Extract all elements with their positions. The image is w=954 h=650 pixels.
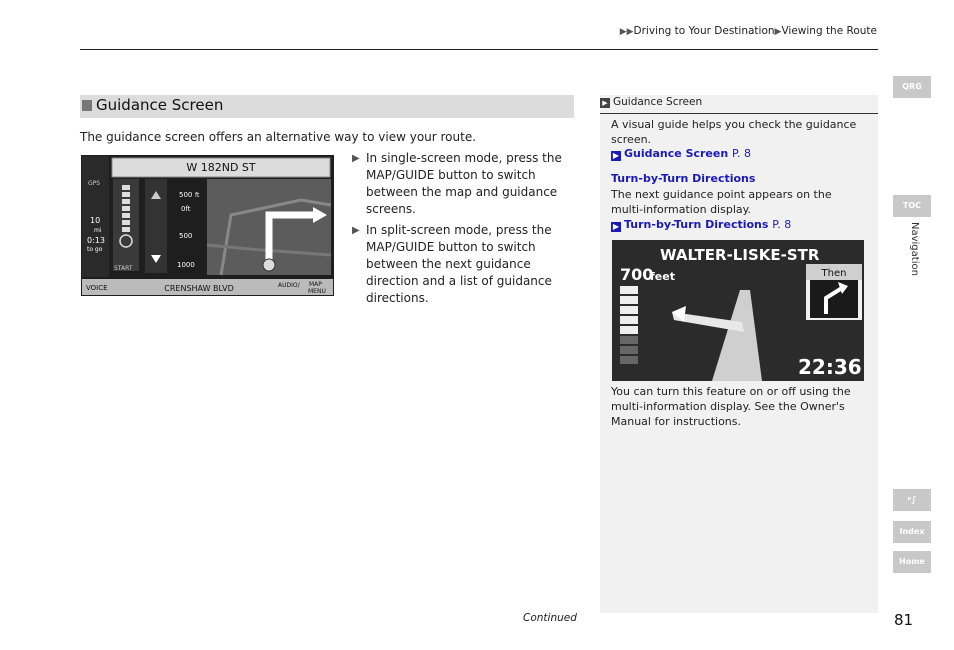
sidebar-paragraph-1: A visual guide helps you check the guidance screen.: [611, 118, 857, 146]
map-menu-button-line1: MAP: [309, 281, 322, 288]
current-street-label: CRENSHAW BLVD: [164, 284, 234, 293]
turn-by-turn-image: [612, 240, 864, 381]
audio-button: AUDIO/: [278, 282, 300, 289]
tab-toc[interactable]: TOC: [893, 195, 931, 217]
guidance-screen-link[interactable]: [611, 147, 751, 161]
bullet-arrow-icon: ▶: [352, 225, 360, 236]
tab-qrg[interactable]: QRG: [893, 76, 931, 98]
link-label: Turn-by-Turn Directions: [624, 218, 769, 231]
clock: 22:36: [798, 355, 862, 379]
link-page-ref: P. 8: [732, 147, 751, 160]
sidebar-heading-text: Guidance Screen: [613, 96, 703, 108]
bullet-single-screen: [352, 150, 567, 218]
time-remaining: 0:13: [87, 236, 105, 245]
scale-ft: ft: [195, 192, 200, 199]
tab-home[interactable]: Home: [893, 551, 931, 573]
gps-label: GPS: [88, 180, 101, 187]
section-marker-icon: [82, 100, 92, 111]
breadcrumb-arrow-icon: ▶: [774, 27, 782, 37]
scale-500: 500: [179, 191, 193, 199]
scale-0ft: 0ft: [181, 205, 191, 213]
breadcrumb: [620, 25, 877, 37]
chapter-label-navigation: Navigation: [909, 222, 920, 276]
turn-by-turn-link[interactable]: [611, 218, 791, 232]
page-number: 81: [894, 611, 914, 629]
street-name: WALTER-LISKE-STR: [660, 246, 820, 264]
scale-500b: 500: [179, 232, 193, 240]
then-label: Then: [821, 268, 847, 279]
breadcrumb-part2[interactable]: Viewing the Route: [781, 25, 877, 37]
map-menu-button-line2: MENU: [308, 288, 326, 295]
continued-label: Continued: [523, 612, 577, 624]
link-page-ref: P. 8: [772, 218, 792, 231]
link-label: Guidance Screen: [624, 147, 729, 160]
breadcrumb-arrow-icon: ▶▶: [619, 27, 634, 37]
bullet-split-screen: [352, 222, 567, 312]
bullet-text: In split-screen mode, press the MAP/GUIDE button to switch between the next guidance direction and a list of guidance directions.: [366, 223, 552, 305]
tab-voice[interactable]: [893, 489, 931, 511]
link-arrow-icon: ▶: [612, 222, 620, 231]
distance-number: 10: [90, 216, 101, 225]
distance: 700: [620, 265, 654, 284]
voice-command-icon: ᵖ∫: [907, 495, 917, 504]
bullet-text: In single-screen mode, press the MAP/GUIDE button to switch between the map and guidance screens.: [366, 151, 562, 216]
tab-index[interactable]: Index: [893, 521, 931, 543]
intro-text: The guidance screen offers an alternative way to view your route.: [80, 130, 477, 144]
distance-unit: feet: [650, 270, 675, 283]
bullet-arrow-icon: ▶: [352, 153, 360, 164]
breadcrumb-part1[interactable]: Driving to Your Destination: [633, 25, 775, 37]
sidebar-paragraph-3: You can turn this feature on or off using the multi-information display. See the Owner's Manual for instructions.: [611, 385, 851, 428]
voice-button: VOICE: [86, 284, 108, 292]
section-title: Guidance Screen: [96, 96, 224, 114]
sidebar-subheading: Turn-by-Turn Directions: [611, 172, 756, 185]
guidance-screen-image: [81, 155, 334, 296]
start-label: START: [114, 265, 133, 272]
next-street-label: W 182ND ST: [186, 161, 256, 174]
scale-1000: 1000: [177, 261, 195, 269]
link-arrow-icon: ▶: [612, 151, 620, 160]
sidebar-heading: [600, 95, 878, 114]
note-marker-icon: ▶: [600, 98, 610, 108]
header-divider: [80, 49, 878, 50]
section-heading: [80, 95, 574, 118]
distance-unit: mi: [94, 227, 102, 234]
to-go-label: to go: [87, 246, 103, 253]
sidebar-paragraph-2: The next guidance point appears on the multi-information display.: [611, 188, 832, 216]
